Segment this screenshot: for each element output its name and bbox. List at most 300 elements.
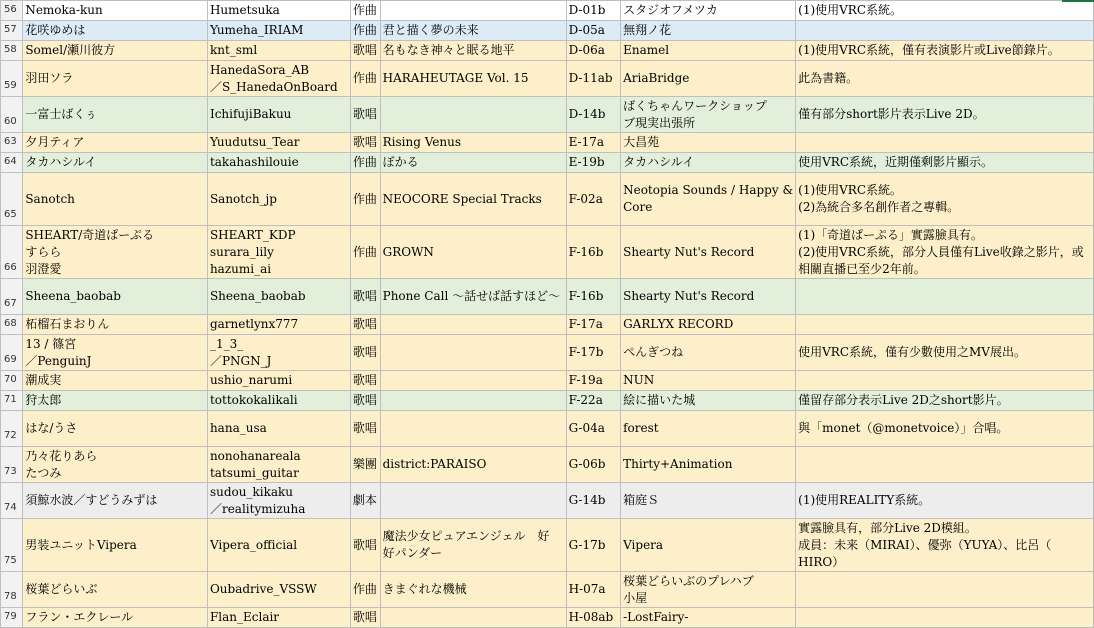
name-cell[interactable] — [23, 153, 208, 173]
row-header[interactable]: 69 — [1, 335, 23, 371]
booth-cell[interactable] — [566, 279, 621, 315]
note-cell[interactable] — [796, 483, 1094, 519]
cell-text: hana_usa — [209, 421, 267, 435]
account-cell[interactable] — [207, 608, 350, 628]
cell-text: 一富士ばくぅ — [25, 107, 98, 121]
work-title-cell[interactable] — [380, 133, 566, 153]
booth-cell[interactable] — [566, 572, 621, 608]
name-cell[interactable] — [23, 61, 208, 97]
role-cell[interactable] — [350, 61, 380, 97]
name-cell[interactable] — [23, 97, 208, 133]
cell-text: 作曲 — [352, 155, 377, 169]
role-cell[interactable] — [350, 572, 380, 608]
row-header[interactable]: 63 — [1, 133, 23, 153]
cell-text: Oubadrive_VSSW — [209, 582, 317, 596]
cell-text: NEOCORE Special Tracks — [382, 191, 542, 206]
row-header[interactable]: 72 — [1, 411, 23, 447]
circle-cell[interactable] — [621, 153, 796, 173]
account-cell[interactable] — [207, 279, 350, 315]
booth-cell[interactable] — [566, 447, 621, 483]
work-title-cell[interactable] — [380, 21, 566, 41]
row-header[interactable]: 56 — [1, 1, 23, 21]
cell-text: タカハシルイ — [623, 155, 695, 169]
name-cell[interactable] — [23, 279, 208, 315]
table-row — [1, 483, 1094, 519]
circle-cell[interactable] — [621, 1, 796, 21]
work-title-cell[interactable] — [380, 411, 566, 447]
cell-text: forest — [623, 421, 659, 435]
cell-text: F-16b — [568, 289, 604, 303]
booth-cell[interactable] — [566, 519, 621, 572]
cell-text: ぼかる — [382, 155, 419, 169]
work-title-cell[interactable] — [380, 447, 566, 483]
table-row — [1, 133, 1094, 153]
cell-text: 劇本 — [352, 493, 377, 507]
account-cell[interactable] — [207, 61, 350, 97]
row-header[interactable]: 67 — [1, 279, 23, 315]
cell-text: 歌唱 — [352, 421, 377, 435]
role-cell[interactable] — [350, 226, 380, 279]
cell-text: きまぐれな機械 — [382, 582, 467, 596]
cell-text: tottokokalikali — [209, 393, 298, 407]
name-cell[interactable] — [23, 411, 208, 447]
cell-text: HARAHEUTAGE Vol. 15 — [382, 71, 529, 85]
cell-text: ブ現実出張所 — [623, 115, 696, 130]
note-cell[interactable] — [796, 335, 1094, 371]
cell-text: 小屋 — [623, 590, 648, 605]
note-cell[interactable] — [796, 226, 1094, 279]
cell-text: Somel/瀬川彼方 — [25, 43, 116, 57]
cell-text: 大昌苑 — [623, 135, 660, 149]
row-header[interactable]: 66 — [1, 226, 23, 279]
cell-text: Sheena_baobab — [209, 289, 306, 303]
cell-text: 男装ユニットVipera — [25, 537, 137, 552]
booth-cell[interactable] — [566, 41, 621, 61]
name-cell[interactable] — [23, 519, 208, 572]
cell-text: Thirty+Animation — [623, 457, 733, 471]
account-cell[interactable] — [207, 97, 350, 133]
table-row — [1, 1, 1094, 21]
cell-text: D-14b — [568, 107, 606, 121]
cell-text: F-22a — [568, 393, 603, 407]
cell-text: (1)「奇道ぱーぷる」實露臉具有。 — [798, 227, 983, 242]
cell-text: H-08ab — [568, 610, 614, 624]
row-header[interactable]: 73 — [1, 447, 23, 483]
cell-text: 作曲 — [352, 23, 377, 37]
circle-cell[interactable] — [621, 279, 796, 315]
circle-cell[interactable] — [621, 133, 796, 153]
note-cell[interactable] — [796, 41, 1094, 61]
cell-text: ばくちゃんワークショップ — [623, 98, 767, 113]
cell-text: (2)為統合多名創作者之專輯。 — [798, 200, 960, 214]
account-cell[interactable] — [207, 226, 350, 279]
circle-cell[interactable] — [621, 447, 796, 483]
table-row — [1, 391, 1094, 411]
work-title-cell[interactable] — [380, 335, 566, 371]
table-row — [1, 21, 1094, 41]
cell-text: 歌唱 — [352, 537, 377, 552]
cell-text: GARLYX RECORD — [623, 317, 734, 331]
cell-text: SHEART/奇道ぱーぷる — [25, 227, 155, 242]
cell-text: D-06a — [568, 43, 605, 57]
name-cell[interactable] — [23, 315, 208, 335]
cell-text: garnetlynx777 — [209, 317, 299, 331]
booth-cell[interactable] — [566, 315, 621, 335]
row-header[interactable]: 59 — [1, 61, 23, 97]
row-header[interactable]: 79 — [1, 608, 23, 628]
booth-cell[interactable] — [566, 153, 621, 173]
cell-text: 羽澄愛 — [25, 261, 62, 276]
cell-text: 作曲 — [352, 191, 377, 206]
work-title-cell[interactable] — [380, 371, 566, 391]
role-cell[interactable] — [350, 483, 380, 519]
role-cell[interactable] — [350, 41, 380, 61]
table-row — [1, 608, 1094, 628]
cell-text: 乃々花りあら — [25, 448, 98, 463]
work-title-cell[interactable] — [380, 226, 566, 279]
cell-text: _1_3_ — [209, 336, 244, 351]
account-cell[interactable] — [207, 41, 350, 61]
table-row — [1, 41, 1094, 61]
cell-text: GROWN — [382, 244, 434, 259]
table-row — [1, 97, 1094, 133]
account-cell[interactable] — [207, 572, 350, 608]
work-title-cell[interactable] — [380, 483, 566, 519]
circle-cell[interactable] — [621, 391, 796, 411]
cell-text: フラン・エクレール — [25, 610, 134, 624]
circle-cell[interactable] — [621, 21, 796, 41]
cell-text: 柘榴石まおりん — [25, 317, 110, 331]
table-row — [1, 173, 1094, 226]
circle-cell[interactable] — [621, 226, 796, 279]
cell-text: F-19a — [568, 373, 603, 387]
cell-text: はな/うさ — [25, 421, 78, 435]
cell-text: hazumi_ai — [209, 261, 272, 276]
booth-cell[interactable] — [566, 226, 621, 279]
cell-text: 僅有部分short影片表示Live 2D。 — [798, 107, 985, 121]
note-cell[interactable] — [796, 173, 1094, 226]
account-cell[interactable] — [207, 315, 350, 335]
name-cell[interactable] — [23, 447, 208, 483]
cell-text: Sanotch_jp — [209, 191, 277, 206]
cell-text: Flan_Eclair — [209, 610, 280, 624]
cell-text: HanedaSora_AB — [209, 62, 310, 77]
account-cell[interactable] — [207, 153, 350, 173]
note-cell[interactable] — [796, 315, 1094, 335]
cell-text: 成員：未来（MIRAI）、優弥（YUYA）、比呂（ — [798, 537, 1052, 552]
table-row — [1, 371, 1094, 391]
work-title-cell[interactable] — [380, 519, 566, 572]
booth-cell[interactable] — [566, 97, 621, 133]
account-cell[interactable] — [207, 371, 350, 391]
cell-text: Neotopia Sounds / Happy & — [623, 183, 794, 197]
role-cell[interactable] — [350, 447, 380, 483]
cell-text: 名もなき神々と眠る地平 — [382, 43, 515, 57]
note-cell[interactable] — [796, 572, 1094, 608]
role-cell[interactable] — [350, 391, 380, 411]
cell-text: D-11ab — [568, 71, 613, 85]
cell-text: 無翔ノ花 — [623, 23, 672, 37]
cell-text: F-02a — [568, 191, 603, 206]
row-header[interactable]: 57 — [1, 21, 23, 41]
work-title-cell[interactable] — [380, 391, 566, 411]
table-row — [1, 226, 1094, 279]
cell-text: 作曲 — [352, 3, 377, 17]
note-cell[interactable] — [796, 21, 1094, 41]
cell-text: ／realitymizuha — [209, 501, 306, 516]
cell-text: Sheena_baobab — [25, 289, 121, 303]
cell-text: 僅留存部分表示Live 2D之short影片。 — [798, 393, 1009, 407]
work-title-cell[interactable] — [380, 153, 566, 173]
name-cell[interactable] — [23, 226, 208, 279]
cell-text: 歌唱 — [352, 610, 377, 624]
booth-cell[interactable] — [566, 21, 621, 41]
table-row — [1, 279, 1094, 315]
cell-text: 夕月ティア — [25, 135, 85, 149]
note-cell[interactable] — [796, 133, 1094, 153]
cell-text: G-04a — [568, 421, 605, 435]
cell-text: knt_sml — [209, 43, 258, 57]
role-cell[interactable] — [350, 315, 380, 335]
table-row — [1, 447, 1094, 483]
cell-text: Yuudutsu_Tear — [209, 135, 300, 149]
cell-text: 樂團 — [352, 457, 377, 471]
circle-cell[interactable] — [621, 41, 796, 61]
cell-text: 羽田ソラ — [25, 71, 74, 85]
cell-text: Phone Call ～話せば話すほど～ — [382, 289, 561, 303]
cell-text: ／PenguinJ — [25, 353, 92, 368]
account-cell[interactable] — [207, 391, 350, 411]
table-row — [1, 411, 1094, 447]
cell-text: 使用VRC系統，僅有少數使用之MV展出。 — [798, 345, 1026, 359]
cell-text: D-01b — [568, 3, 606, 17]
row-header[interactable]: 70 — [1, 371, 23, 391]
cell-text: H-07a — [568, 582, 606, 596]
cell-text: 實露臉具有，部分Live 2D模組。 — [798, 520, 977, 535]
account-cell[interactable] — [207, 335, 350, 371]
cell-text: SHEART_KDP — [209, 227, 296, 242]
role-cell[interactable] — [350, 279, 380, 315]
work-title-cell[interactable] — [380, 315, 566, 335]
cell-text: 此為書籍。 — [798, 71, 859, 85]
role-cell[interactable] — [350, 519, 380, 572]
note-cell[interactable] — [796, 391, 1094, 411]
note-cell[interactable] — [796, 411, 1094, 447]
cell-text: takahashilouie — [209, 155, 299, 169]
row-header[interactable]: 78 — [1, 572, 23, 608]
cell-text: 相關直播已至少2年前。 — [798, 261, 926, 276]
name-cell[interactable] — [23, 608, 208, 628]
name-cell[interactable] — [23, 335, 208, 371]
circle-cell[interactable] — [621, 61, 796, 97]
cell-text: 作曲 — [352, 71, 377, 85]
cell-text: Vipera — [623, 537, 664, 552]
cell-text: Nemoka-kun — [25, 3, 103, 17]
account-cell[interactable] — [207, 447, 350, 483]
circle-cell[interactable] — [621, 572, 796, 608]
name-cell[interactable] — [23, 572, 208, 608]
table-row — [1, 335, 1094, 371]
cell-text: NUN — [623, 373, 655, 387]
row-header[interactable]: 74 — [1, 483, 23, 519]
circle-cell[interactable] — [621, 97, 796, 133]
cell-text: ／PNGN_J — [209, 353, 272, 368]
cell-text: surara_lily — [209, 244, 274, 259]
circle-cell[interactable] — [621, 371, 796, 391]
cell-text: Enamel — [623, 43, 670, 57]
role-cell[interactable] — [350, 21, 380, 41]
name-cell[interactable] — [23, 173, 208, 226]
cell-text: F-17b — [568, 345, 604, 359]
account-cell[interactable] — [207, 133, 350, 153]
circle-cell[interactable] — [621, 483, 796, 519]
cell-text: G-14b — [568, 493, 606, 507]
name-cell[interactable] — [23, 391, 208, 411]
cell-text: 魔法少女ピュアエンジェル 好 — [382, 529, 550, 543]
work-title-cell[interactable] — [380, 61, 566, 97]
cell-text: ushio_narumi — [209, 373, 293, 387]
row-header[interactable]: 64 — [1, 153, 23, 173]
circle-cell[interactable] — [621, 335, 796, 371]
cell-text: IchifujiBakuu — [209, 107, 292, 121]
role-cell[interactable] — [350, 1, 380, 21]
work-title-cell[interactable] — [380, 572, 566, 608]
cell-text: F-17a — [568, 317, 603, 331]
booth-cell[interactable] — [566, 173, 621, 226]
table-row — [1, 519, 1094, 572]
cell-text: ／S_HanedaOnBoard — [209, 79, 338, 94]
circle-cell[interactable] — [621, 519, 796, 572]
cell-text: 須鯨水波／すどうみずは — [25, 493, 158, 507]
role-cell[interactable] — [350, 133, 380, 153]
cell-text: (1)使用VRC系統。 — [798, 183, 903, 197]
booth-cell[interactable] — [566, 483, 621, 519]
cell-text: 13 / 篠宮 — [25, 336, 77, 351]
cell-text: 花咲ゆめは — [25, 23, 86, 37]
cell-text: Sanotch — [25, 191, 75, 206]
cell-text: 絵に描いた城 — [623, 393, 696, 407]
booth-cell[interactable] — [566, 1, 621, 21]
note-cell[interactable] — [796, 97, 1094, 133]
row-header[interactable]: 68 — [1, 315, 23, 335]
cell-text: スタジオフメツカ — [623, 3, 718, 17]
circle-cell[interactable] — [621, 315, 796, 335]
note-cell[interactable] — [796, 153, 1094, 173]
note-cell[interactable] — [796, 519, 1094, 572]
role-cell[interactable] — [350, 153, 380, 173]
cell-text: 與「monet（@monetvoice）」合唱。 — [798, 421, 1009, 435]
name-cell[interactable] — [23, 41, 208, 61]
note-cell[interactable] — [796, 1, 1094, 21]
cell-text: Humetsuka — [209, 3, 280, 17]
note-cell[interactable] — [796, 371, 1094, 391]
booth-cell[interactable] — [566, 391, 621, 411]
account-cell[interactable] — [207, 21, 350, 41]
role-cell[interactable] — [350, 608, 380, 628]
work-title-cell[interactable] — [380, 1, 566, 21]
cell-text: 作曲 — [352, 582, 377, 596]
cell-text: F-16b — [568, 244, 604, 259]
note-cell[interactable] — [796, 447, 1094, 483]
role-cell[interactable] — [350, 335, 380, 371]
note-cell[interactable] — [796, 279, 1094, 315]
table-row — [1, 61, 1094, 97]
work-title-cell[interactable] — [380, 173, 566, 226]
selection-indicator — [1062, 0, 1094, 2]
cell-text: タカハシルイ — [25, 155, 97, 169]
cell-text: (2)使用VRC系統，部分人員僅有Live收錄之影片，或 — [798, 244, 1084, 259]
cell-text: ぺんぎつね — [623, 345, 684, 359]
account-cell[interactable] — [207, 173, 350, 226]
role-cell[interactable] — [350, 411, 380, 447]
cell-text: Vipera_official — [209, 537, 298, 552]
work-title-cell[interactable] — [380, 41, 566, 61]
table-row — [1, 153, 1094, 173]
note-cell[interactable] — [796, 61, 1094, 97]
cell-text: HIRO） — [798, 554, 845, 569]
cell-text: 歌唱 — [352, 135, 377, 149]
booth-cell[interactable] — [566, 608, 621, 628]
circle-cell[interactable] — [621, 608, 796, 628]
name-cell[interactable] — [23, 1, 208, 21]
name-cell[interactable] — [23, 371, 208, 391]
booth-cell[interactable] — [566, 371, 621, 391]
cell-text: 歌唱 — [352, 43, 377, 57]
booth-cell[interactable] — [566, 335, 621, 371]
work-title-cell[interactable] — [380, 608, 566, 628]
role-cell[interactable] — [350, 371, 380, 391]
name-cell[interactable] — [23, 133, 208, 153]
account-cell[interactable] — [207, 519, 350, 572]
cell-text: E-19b — [568, 155, 605, 169]
circle-cell[interactable] — [621, 411, 796, 447]
booth-cell[interactable] — [566, 411, 621, 447]
circle-cell[interactable] — [621, 173, 796, 226]
note-cell[interactable] — [796, 608, 1094, 628]
row-header[interactable]: 60 — [1, 97, 23, 133]
account-cell[interactable] — [207, 411, 350, 447]
table-row — [1, 315, 1094, 335]
cell-text: D-05a — [568, 23, 605, 37]
name-cell[interactable] — [23, 483, 208, 519]
role-cell[interactable] — [350, 173, 380, 226]
cell-text: 作曲 — [352, 244, 377, 259]
name-cell[interactable] — [23, 21, 208, 41]
row-header[interactable]: 58 — [1, 41, 23, 61]
cell-text: E-17a — [568, 135, 605, 149]
account-cell[interactable] — [207, 1, 350, 21]
cell-text: 歌唱 — [352, 317, 377, 331]
cell-text: Rising Venus — [382, 135, 461, 149]
row-header[interactable]: 71 — [1, 391, 23, 411]
booth-cell[interactable] — [566, 133, 621, 153]
work-title-cell[interactable] — [380, 97, 566, 133]
account-cell[interactable] — [207, 483, 350, 519]
role-cell[interactable] — [350, 97, 380, 133]
cell-text: (1)使用VRC系統，僅有表演影片或Live節錄片。 — [798, 43, 1060, 57]
cell-text: (1)使用REALITY系統。 — [798, 493, 931, 507]
booth-cell[interactable] — [566, 61, 621, 97]
cell-text: 歌唱 — [352, 393, 377, 407]
row-header[interactable]: 65 — [1, 173, 23, 226]
cell-text: sudou_kikaku — [209, 484, 294, 499]
cell-text: 桜葉どらいぶのプレハブ — [623, 573, 754, 588]
cell-text: 歌唱 — [352, 345, 377, 359]
cell-text: 歌唱 — [352, 373, 377, 387]
cell-text: nonohanareala — [209, 448, 301, 463]
work-title-cell[interactable] — [380, 279, 566, 315]
row-header[interactable]: 75 — [1, 519, 23, 572]
